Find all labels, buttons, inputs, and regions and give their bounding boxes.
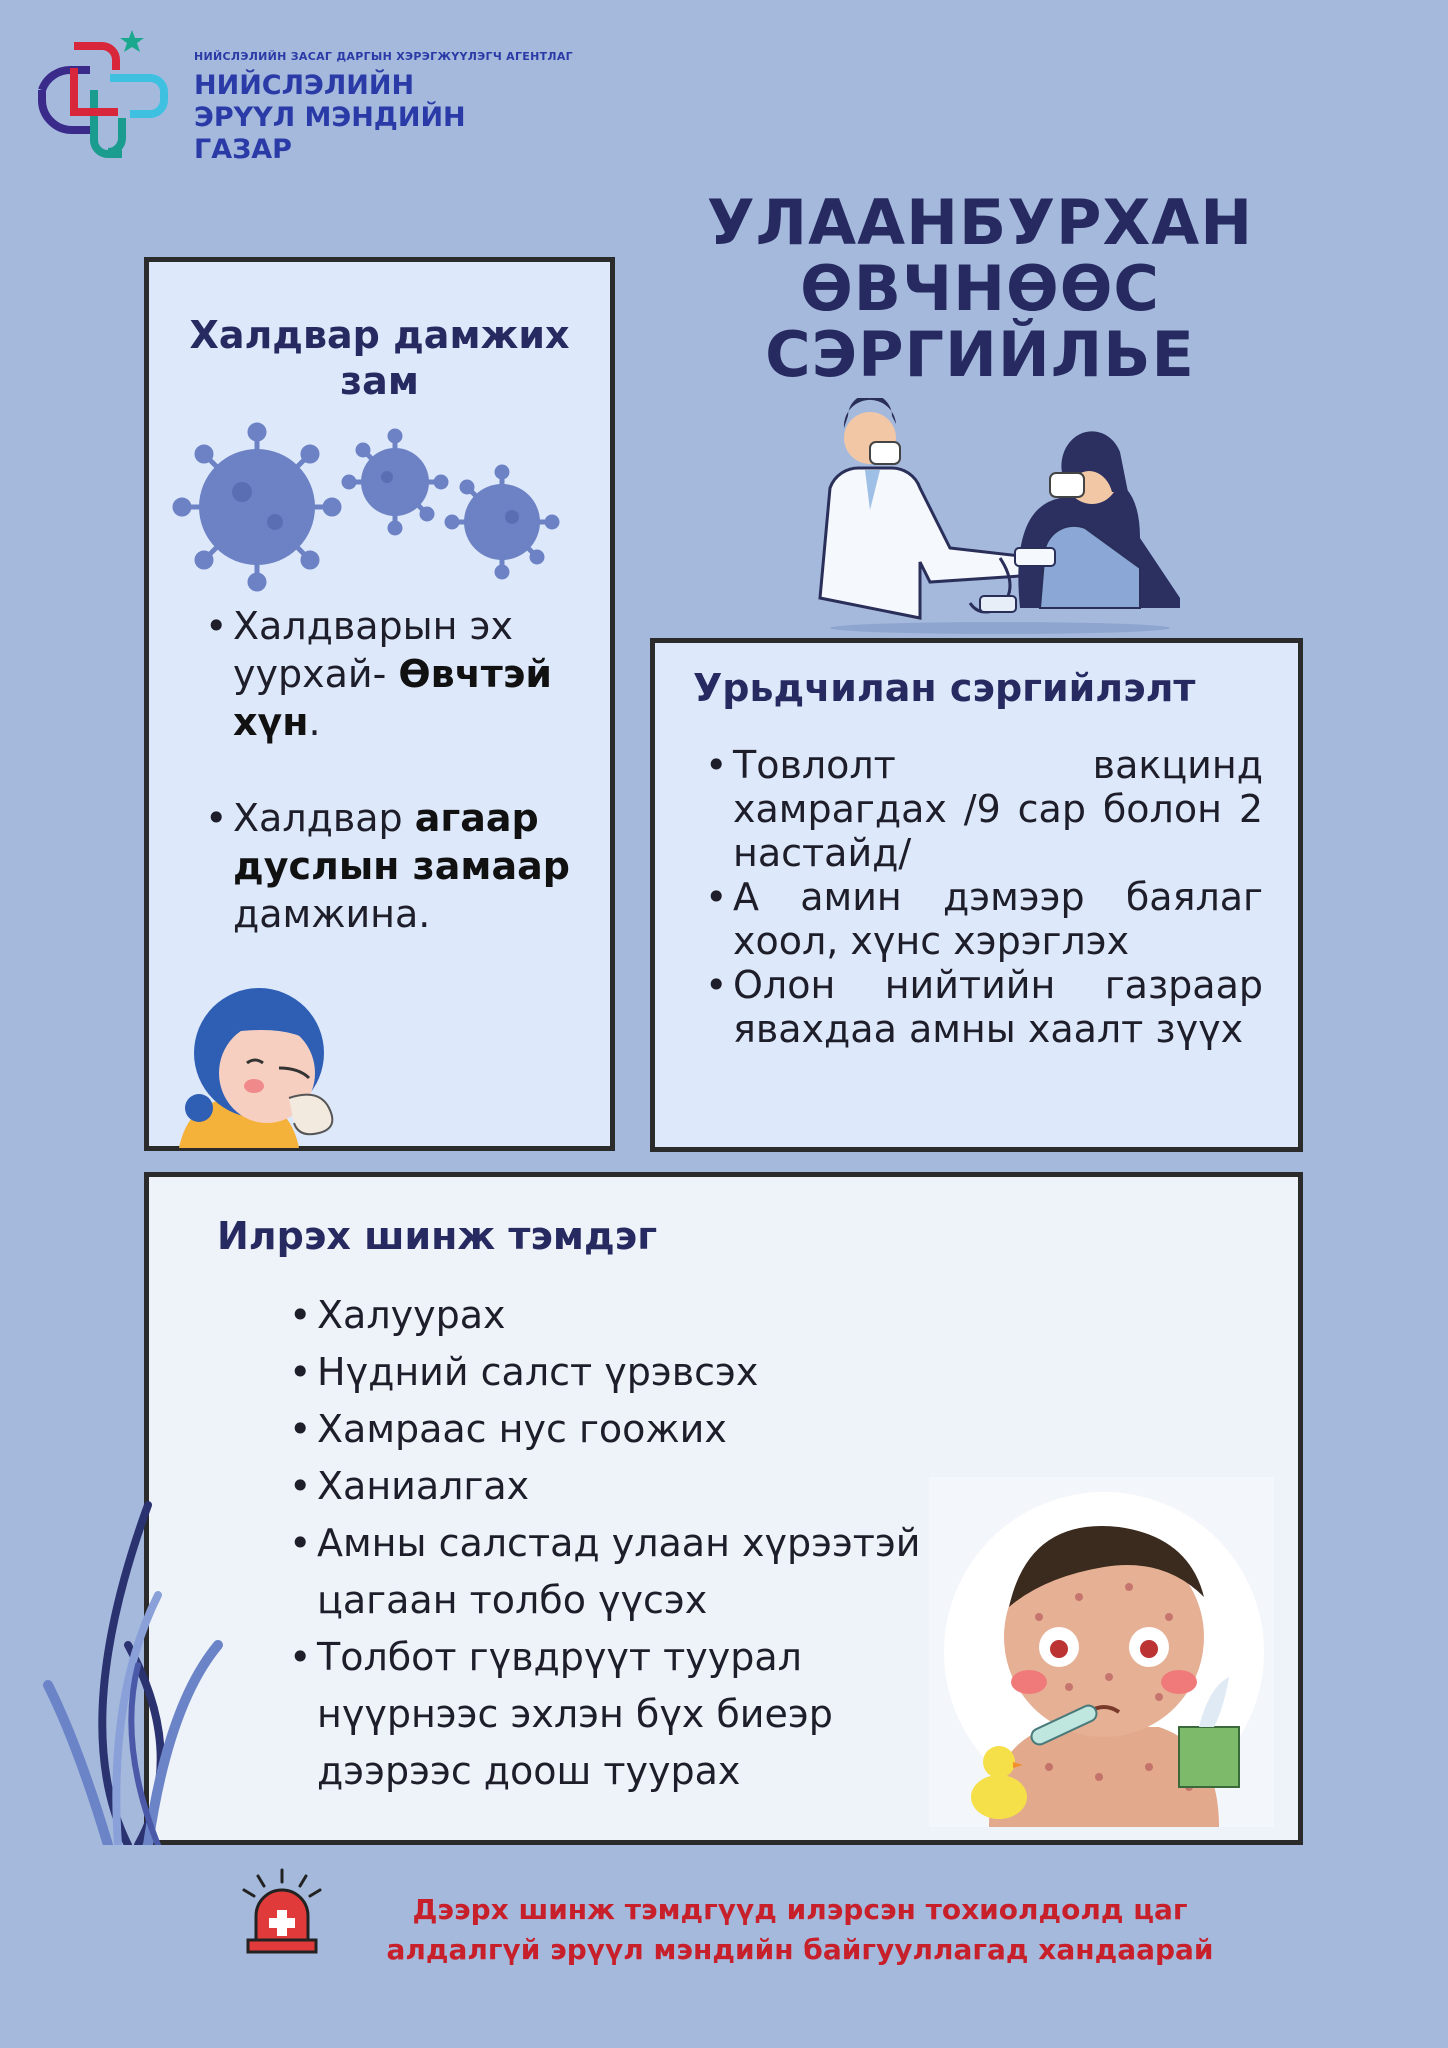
transmission-list [205, 602, 593, 986]
transmission-box [144, 257, 615, 1151]
footer-line2: алдалгүй эрүүл мэндийн байгууллагад хандаарай [386, 1933, 1214, 1966]
prevention-heading: Урьдчилан сэргийлэлт [693, 666, 1196, 710]
list-item: • Толбот гүвдрүүт туурал нүүрнээс эхлэн бүх биеэр дээрээс доош туурах [289, 1635, 833, 1793]
list-item: • Товлолт вакцинд хамрагдах /9 сар болон 2 настайд/ [705, 743, 1263, 875]
doctor-patient-illustration [800, 398, 1186, 634]
list-item: • Ханиалгах [289, 1464, 530, 1508]
emergency-alarm-icon [236, 1866, 328, 1958]
agency-label: НИЙСЛЭЛИЙН ЗАСАГ ДАРГЫН ХЭРЭГЖҮҮЛЭГЧ АГЕНТЛАГ [194, 50, 573, 63]
title-line2: ӨВЧНӨӨС [800, 252, 1160, 325]
page-title [700, 186, 1260, 391]
virus-icon [167, 422, 577, 592]
symptoms-box [144, 1172, 1303, 1845]
footer-alert-text [360, 1890, 1240, 1970]
org-name-line3: ГАЗАР [194, 134, 292, 165]
prevention-list [705, 743, 1263, 1051]
list-item: • Нүдний салст үрэвсэх [289, 1350, 759, 1394]
symptoms-list [289, 1287, 977, 1800]
list-item: • Олон нийтийн газраар явахдаа амны хаалт зүүх [705, 963, 1263, 1051]
sneezing-child-illustration [159, 958, 359, 1148]
list-item: • А амин дэмээр баялаг хоол, хүнс хэрэглэх [705, 875, 1263, 963]
list-item: • Амны салстад улаан хүрээтэй цагаан толбо үүсэх [289, 1521, 921, 1622]
transmission-heading: Халдвар дамжих зам [189, 313, 570, 403]
symptoms-heading: Илрэх шинж тэмдэг [217, 1214, 658, 1258]
organization-name [194, 70, 524, 166]
org-name-line1: НИЙСЛЭЛИЙН [194, 70, 415, 101]
title-line1: УЛААНБУРХАН [706, 186, 1254, 259]
title-line3: СЭРГИЙЛЬЕ [765, 318, 1195, 391]
org-name-line2: ЭРҮҮЛ МЭНДИЙН [194, 102, 466, 133]
list-item: • Хамраас нус гоожих [289, 1407, 727, 1451]
sick-child-illustration [929, 1477, 1274, 1827]
footer-line1: Дээрх шинж тэмдгүүд илэрсэн тохиолдолд цаг [412, 1893, 1188, 1926]
prevention-box [650, 638, 1303, 1152]
list-item: • Халдварын эх уурхай- Өвчтэй хүн. [205, 604, 552, 744]
list-item: • Халдвар агаар дуслын замаар дамжина. [205, 796, 570, 936]
seaweed-decoration [28, 1500, 228, 1845]
health-department-logo [34, 28, 174, 173]
list-item: • Халуурах [289, 1293, 506, 1337]
